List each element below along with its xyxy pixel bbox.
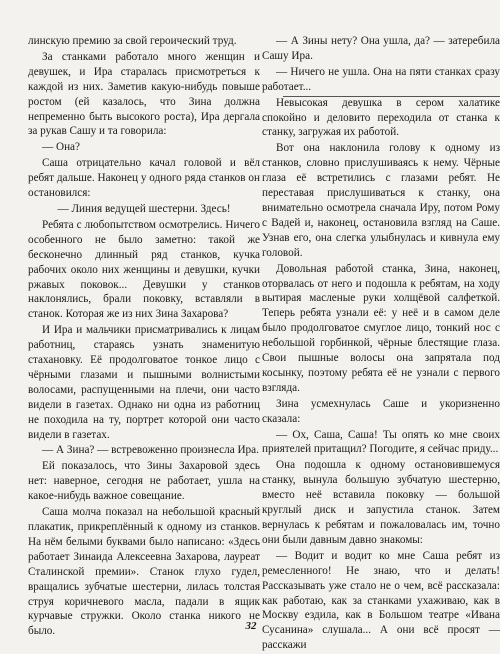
paragraph: Ей показалось, что Зины Захаровой здесь нет: наверное, сегодня не работает, ушла на какое-нибудь важное совещание. [28, 460, 260, 503]
left-column [28, 34, 260, 640]
paragraph: — Линия ведущей шестерни. Здесь! [57, 202, 231, 215]
paragraph: — Она? [42, 141, 80, 154]
paragraph: — Ох, Саша, Саша! Ты опять ко мне своих приятелей притащил? Погодите, я сейчас приду... [262, 428, 500, 456]
paragraph: За станками работало много женщин и девушек, и Ира старалась присмотреться к каждой из них. Заметив какую-нибудь повыше ростом (ей казалось, что Зина должна непременно быть высокого роста), Ира дергала за рукав Сашу и та говорила: [28, 50, 260, 138]
paragraph: И Ира и мальчики присматривались к лицам работниц, стараясь узнать знаменитую стахановку. Её продолговатое тонкое лицо с чёрными глазами и пышными волнистыми волосами, распущенными на плечи, они часто видели в газетах. Однако ни одна из работниц не походила на ту, портрет которой они часто видели в газетах. [28, 324, 260, 441]
paragraph: — Ничего не ушла. Она на пяти станках сразу работает... [262, 65, 500, 93]
paragraph: Саша молча показал на небольшой красный плакатик, прикреплённый к одному из станков. На нём белыми буквами было написано: «Здесь работает Зинаида Алексеевна Захарова, лауреат Сталинской премии». Станок глухо гудел, вращались зубчатые шестерни, лилась толстая струя коричневого масла, падали в ящик курчавые стружки. Около станка никого не было. [28, 506, 260, 638]
paragraph: Вот она наклонила голову к одному из станков, словно прислушиваясь к нему. Чёрные глаза её встретились с глазами ребят. Не переставая прислушиваться к станку, она внимательно осмотрела сначала Иру, потом Рому с Вадей и, наконец, остановила взгляд на Саше. Узнав его, она слегка улыбнулась и кивнула ему головой. [262, 142, 500, 259]
paragraph: — А Зина? — встревоженно произнесла Ира. [42, 444, 259, 457]
paragraph: Саша отрицательно качал головой и вёл ребят дальше. Наконец у одного ряда станков он остановился: [28, 157, 260, 200]
paragraph: Невысокая девушка в сером халатике спокойно и деловито переходила от станка к станку, загружая их работой. [262, 96, 500, 139]
paragraph: Зина усмехнулась Саше и укоризненно сказала: [262, 397, 500, 425]
paragraph: линскую премию за свой героический труд. [28, 35, 237, 47]
page-number: 32 [245, 620, 257, 632]
paragraph: Она подошла к одному остановившемуся станку, вынула большую зубчатую шестерню, вместо неё вставила поковку — большой круглый диск и запустила станок. Затем вернулась к ребятам и пожаловалась им, точно они были давным давно знакомы: [262, 459, 500, 546]
paragraph: — Водит и водит ко мне Саша ребят из ремесленного! Не знаю, что и делать! Рассказывать уже стало не о чем, всё рассказала: как работаю, как за станками ухаживаю, как в Москву ездила, как в Большом театре «Ивана Сусанина» слушала... А они всё просят — расскажи [262, 549, 500, 652]
paragraph: — А Зины нету? Она ушла, да? — затеребила Сашу Ира. [262, 35, 500, 62]
paragraph: Довольная работой станка, Зина, наконец, оторвалась от него и подошла к ребятам, на ходу вытирая масленые руки холщёвой салфеткой. Теперь ребята узнали её: у неё и в самом деле было продолговатое смуглое лицо, тонкий нос с небольшой горбинкой, чёрные блестящие глаза. Свои пышные волосы она запрятала под косынку, поэтому ребята её не узнали с первого взгляда. [262, 262, 500, 394]
paragraph: Ребята с любопытством осмотрелись. Ничего особенного не было заметно: такой же бесконечно длинный ряд станков, кучка рабочих около них женщины и девушки, кучки ржавых поковок... Девушки у станков наклонялись, брали поковку, вставляли в станок. Которая же из них Зина Захарова? [28, 218, 260, 321]
right-column [262, 34, 500, 654]
